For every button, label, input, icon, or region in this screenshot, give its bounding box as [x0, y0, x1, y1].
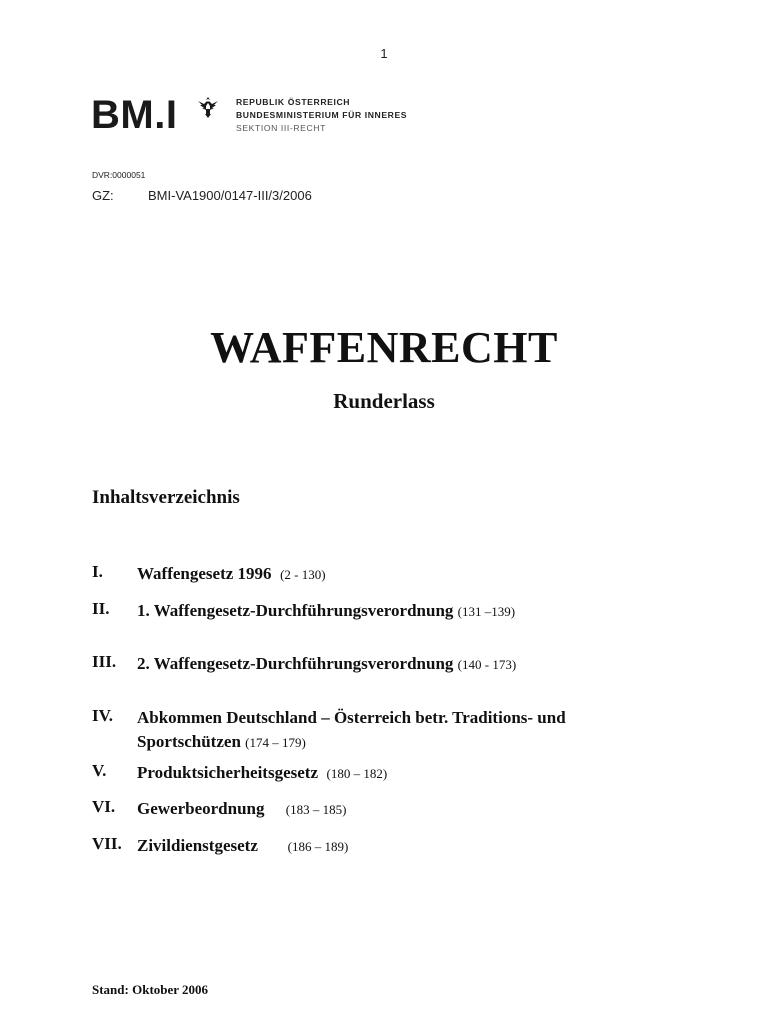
- dvr-number: DVR:0000051: [92, 170, 146, 180]
- logo-lines: [236, 96, 407, 135]
- document-subtitle: Runderlass: [333, 389, 435, 413]
- toc-item-number: IV.: [92, 706, 113, 725]
- toc-item-number: VI.: [92, 797, 116, 816]
- toc-item-number: I.: [92, 562, 103, 581]
- gz-value: BMI-VA1900/0147-III/3/2006: [148, 188, 312, 203]
- toc-item-number: VII.: [92, 834, 122, 853]
- toc-item-pages: (140 - 173): [457, 657, 517, 672]
- toc-item-title: 2. Waffengesetz-Durchführungsverordnung: [137, 654, 454, 673]
- page-number: 1: [380, 46, 388, 61]
- logo-line-republic: REPUBLIK ÖSTERREICH: [236, 97, 351, 107]
- toc-item-title: 1. Waffengesetz-Durchführungsverordnung: [137, 601, 454, 620]
- toc-item-pages: (180 – 182): [326, 766, 388, 781]
- toc-item-pages: (174 – 179): [245, 735, 306, 750]
- reference-number: [92, 188, 312, 203]
- toc-item-pages: (2 - 130): [280, 567, 326, 582]
- toc-item-number: V.: [92, 761, 107, 780]
- document-title: WAFFENRECHT: [210, 323, 558, 372]
- logo-line-ministry: BUNDESMINISTERIUM FÜR INNERES: [236, 110, 408, 120]
- toc-item-title: Waffengesetz 1996: [137, 564, 272, 583]
- gz-label: GZ:: [92, 188, 114, 203]
- toc-item-title: Produktsicherheitsgesetz: [137, 763, 318, 782]
- toc-item-title: Abkommen Deutschland – Österreich betr. Traditions- und Sportschützen: [137, 708, 566, 751]
- austrian-eagle-icon: [197, 95, 219, 119]
- logo-line-section: SEKTION III-RECHT: [236, 123, 326, 133]
- document-date: Stand: Oktober 2006: [92, 982, 209, 997]
- toc-item-pages: (186 – 189): [287, 839, 349, 854]
- toc-item-pages: (183 – 185): [285, 802, 347, 817]
- logo-text: BM.I: [91, 93, 178, 137]
- toc-item-number: II.: [92, 599, 110, 618]
- toc-item-title: Zivildienstgesetz: [137, 836, 258, 855]
- toc-heading: Inhaltsverzeichnis: [92, 487, 240, 508]
- toc-item-number: III.: [92, 652, 117, 671]
- toc-item-pages: (131 –139): [457, 604, 516, 619]
- toc-item-title: Gewerbeordnung: [137, 799, 265, 818]
